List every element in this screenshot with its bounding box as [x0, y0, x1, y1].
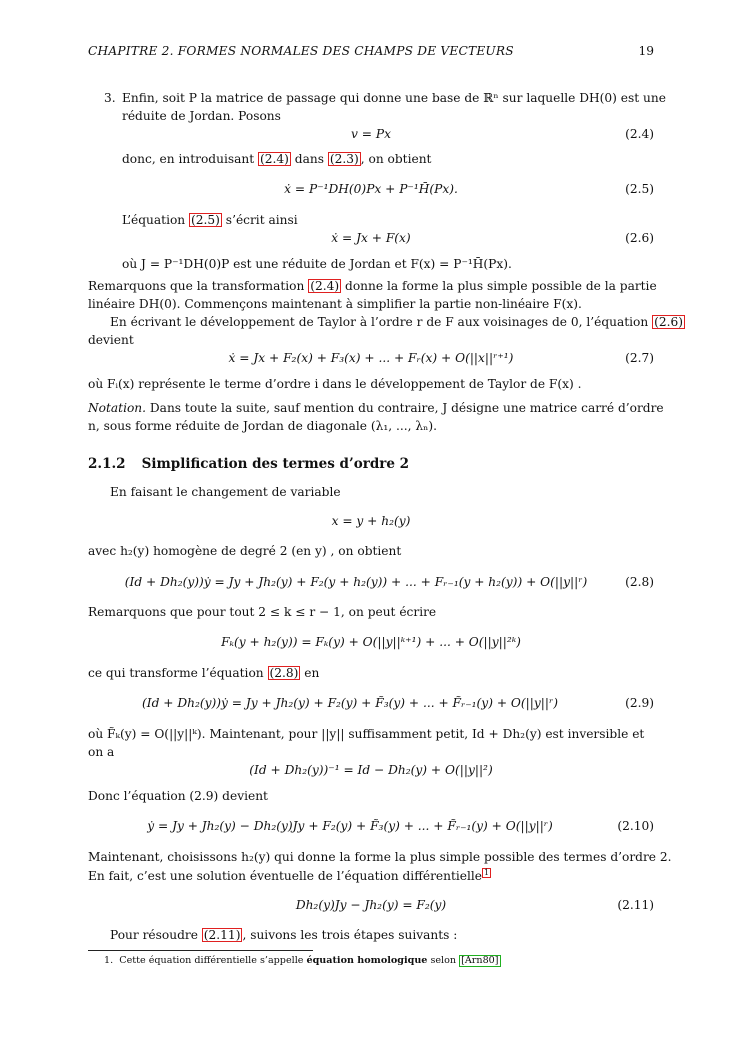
paragraph-remarquons-1: Remarquons que la transformation (2.4) donne la forme la plus simple possible de la partie [88, 279, 657, 293]
equation-ref-link[interactable]: (2.3) [329, 152, 359, 166]
citation-link[interactable]: [Arn80] [461, 955, 499, 966]
equation-2-11: Dh₂(y)Jy − Jh₂(y) = F₂(y) [295, 898, 447, 912]
equation-2-6: ẋ = Jx + F(x) [331, 231, 411, 245]
equation-label-2-8: (2.8) [625, 575, 654, 589]
equation-label-2-11: (2.11) [617, 898, 654, 912]
footnote: 1. Cette équation différentielle s’appelle équation homologique selon [Arn80] [104, 955, 499, 966]
section-title: Simplification des termes d’ordre 2 [141, 456, 410, 472]
section-number: 2.1.2 [88, 456, 126, 472]
footnote-rule [88, 950, 313, 951]
paragraph-taylor-line2: devient [88, 333, 134, 347]
equation-label-2-5: (2.5) [625, 182, 654, 196]
equation-2-7: ẋ = Jx + F₂(x) + F₃(x) + ... + Fᵣ(x) + O(||x||ʳ⁺¹) [228, 351, 514, 365]
section-heading [88, 456, 409, 472]
equation-2-5: ẋ = P⁻¹DH(0)Px + P⁻¹H̄(Px). [284, 182, 458, 196]
paragraph-maintenant: Maintenant, choisissons h₂(y) qui donne la forme la plus simple possible des termes d’ordre 2. [88, 850, 672, 864]
equation-ref-link[interactable]: (2.11) [203, 928, 241, 942]
paragraph-pour: Pour résoudre (2.11) , suivons les trois étapes suivants : [110, 928, 458, 942]
footnote-bold-term: équation homologique [306, 955, 428, 966]
paragraph-maintenant-line2: En fait, c’est une solution éventuelle de l’équation différentielle $^1$ [88, 868, 490, 884]
running-header: CHAPITRE 2. FORMES NORMALES DES CHAMPS DE VECTEURS [88, 44, 514, 58]
equation-label-2-10: (2.10) [617, 819, 654, 833]
equation-ref-link[interactable]: (2.8) [269, 666, 299, 680]
paragraph-notation-line2: n, sous forme réduite de Jordan de diagonale (λ₁, ..., λₙ). [88, 419, 437, 433]
paragraph-donc: donc, en introduisant (2.4) dans (2.3) , on obtient [122, 152, 432, 166]
paragraph-ou-fk: où F̃ₖ(y) = O(||y||ᵏ). Maintenant, pour ||y|| suffisamment petit, Id + Dh₂(y) est inversible et [88, 727, 645, 741]
paragraph-remarquons-1-line2: linéaire DH(0). Commençons maintenant à simplifier la partie non-linéaire F(x). [88, 297, 582, 311]
paragraph-taylor: En écrivant le développement de Taylor à l’ordre r de F aux voisinages de 0, l’équation (2.6) [110, 315, 684, 329]
equation-label-2-6: (2.6) [625, 231, 654, 245]
equation-label-2-9: (2.9) [625, 696, 654, 710]
equation-2-10: ẏ = Jy + Jh₂(y) − Dh₂(y)Jy + F₂(y) + F̃₃(y) + ... + F̃ᵣ₋₁(y) + O(||y||ʳ) [147, 819, 553, 833]
paragraph-ou-fi: où Fᵢ(x) représente le terme d’ordre i dans le développement de Taylor de F(x) . [88, 377, 582, 391]
item3-line1: Enfin, soit P la matrice de passage qui donne une base de ℝⁿ sur laquelle DH(0) est une [122, 91, 666, 105]
paragraph-lequation: L’équation (2.5) s’écrit ainsi [122, 213, 298, 227]
equation-2-9: (Id + Dh₂(y))ẏ = Jy + Jh₂(y) + F₂(y) + F̃₃(y) + ... + F̃ᵣ₋₁(y) + O(||y||ʳ) [142, 696, 558, 710]
paragraph-notation: Notation. Dans toute la suite, sauf mention du contraire, J désigne une matrice carré d’ordre [88, 401, 664, 415]
paragraph-ou-fk-line2: on a [88, 745, 115, 759]
equation-change-of-variable: x = y + h₂(y) [331, 514, 411, 528]
equation-ref-link[interactable]: (2.6) [654, 315, 684, 329]
equation-2-4: v = Px [351, 127, 391, 141]
list-number: 3. [104, 91, 116, 105]
item3-line2: réduite de Jordan. Posons [122, 109, 281, 123]
paragraph-cequi: ce qui transforme l’équation (2.8) en [88, 666, 320, 680]
equation-ref-link[interactable]: (2.4) [260, 152, 289, 166]
equation-label-2-7: (2.7) [625, 351, 654, 365]
equation-inverse: (Id + Dh₂(y))⁻¹ = Id − Dh₂(y) + O(||y||²) [249, 763, 493, 777]
equation-2-8: (Id + Dh₂(y))ẏ = Jy + Jh₂(y) + F₂(y + h₂(y)) + ... + Fᵣ₋₁(y + h₂(y)) + O(||y||ʳ) [124, 575, 588, 589]
equation-ref-link[interactable]: (2.4) [310, 279, 340, 293]
paragraph-donc-equation: Donc l’équation (2.9) devient [88, 789, 268, 803]
paragraph-remarquons-2: Remarquons que pour tout 2 ≤ k ≤ r − 1, on peut écrire [88, 605, 437, 619]
footnote-ref-link[interactable]: 1 [483, 868, 490, 877]
equation-fk-expansion: Fₖ(y + h₂(y)) = Fₖ(y) + O(||y||ᵏ⁺¹) + ... + O(||y||²ᵏ) [221, 635, 521, 649]
equation-label-2-4: (2.4) [625, 127, 654, 141]
equation-ref-link[interactable]: (2.5) [191, 213, 220, 227]
footnote-number: 1. [104, 955, 114, 966]
paragraph-faisant: En faisant le changement de variable [110, 485, 341, 499]
paragraph-avec: avec h₂(y) homogène de degré 2 (en y) , on obtient [88, 544, 402, 558]
page-number: 19 [638, 44, 654, 58]
paragraph-ou-j: où J = P⁻¹DH(0)P est une réduite de Jordan et F(x) = P⁻¹H̄(Px). [122, 257, 512, 271]
notation-label: Notation. [88, 401, 147, 415]
